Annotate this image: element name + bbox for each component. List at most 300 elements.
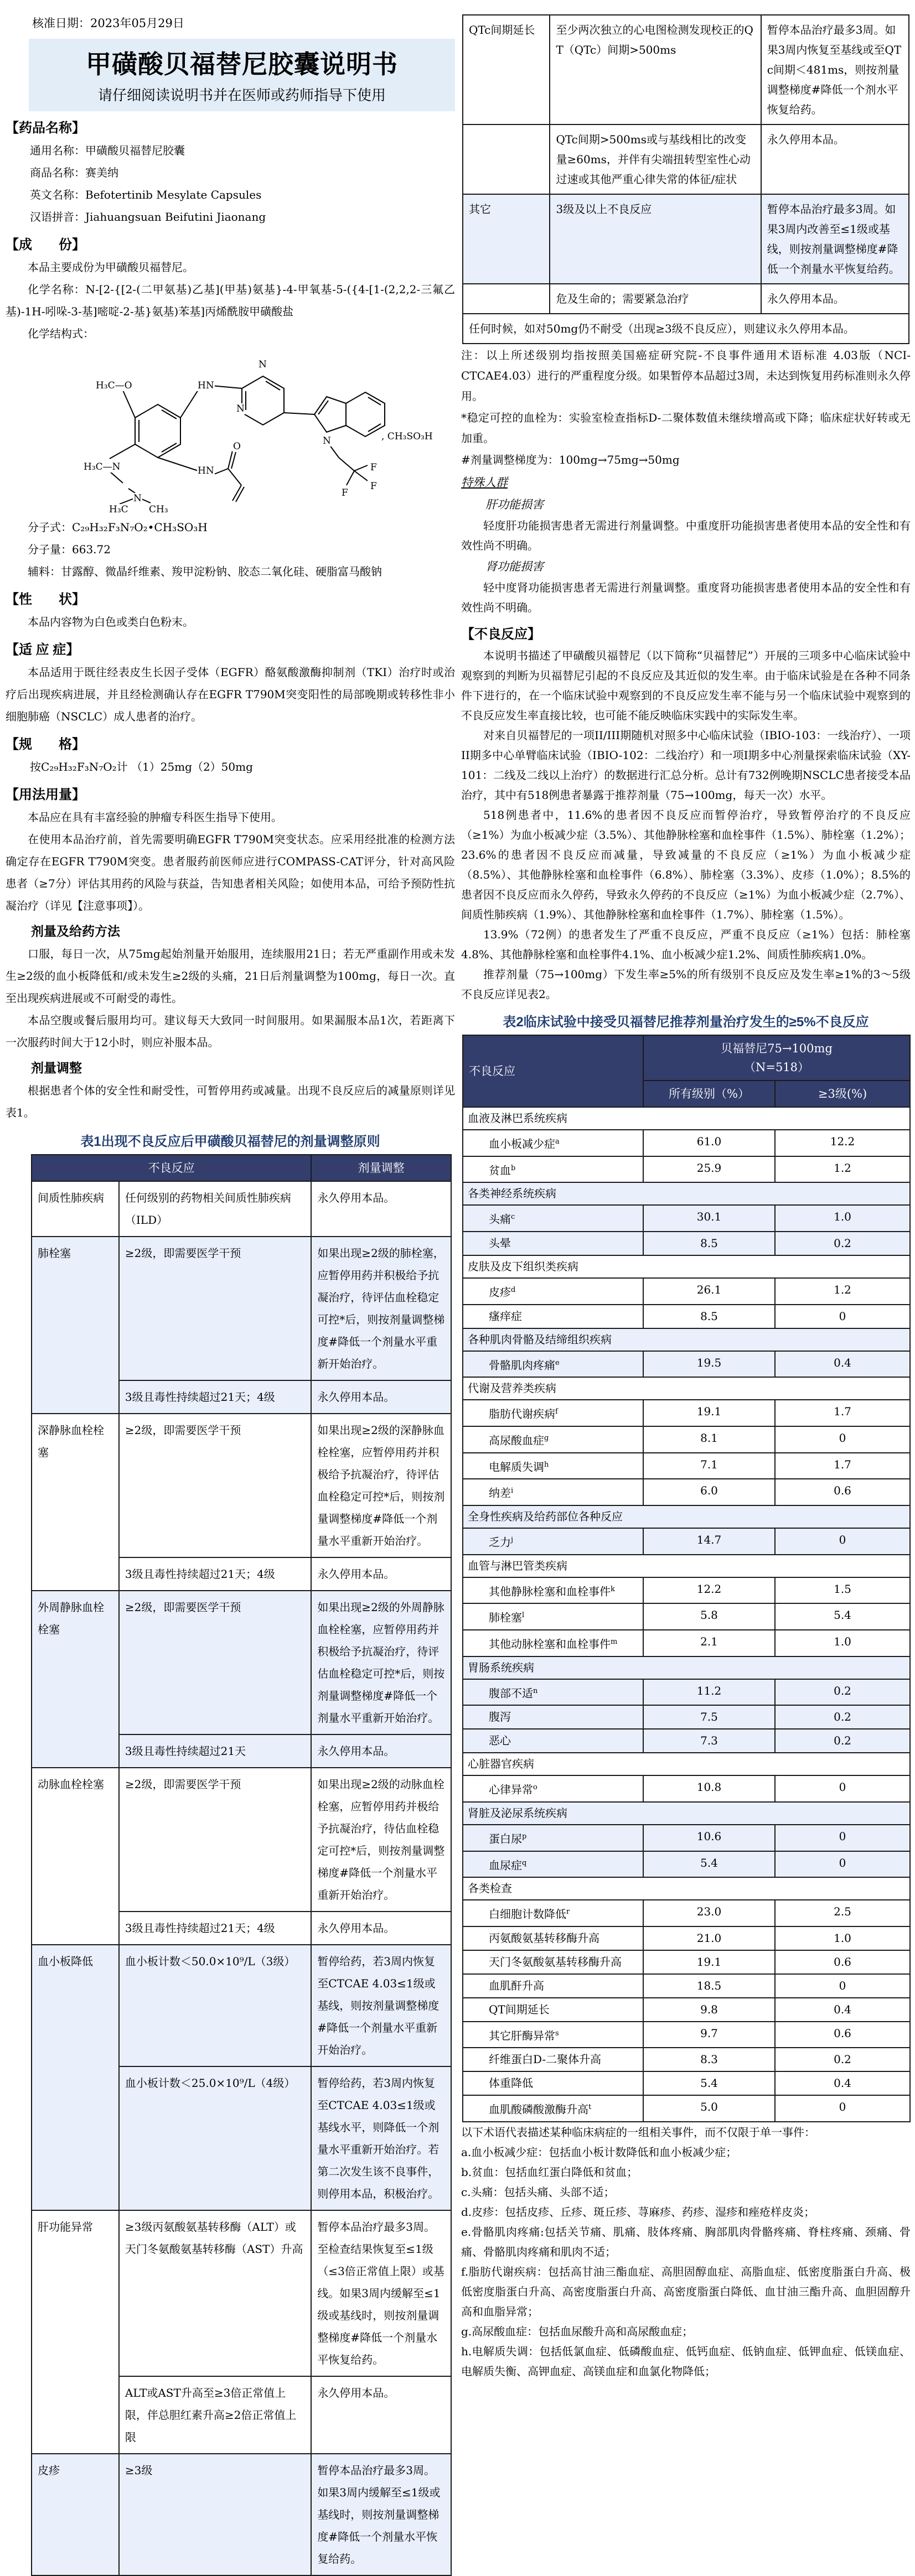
table2-data-row — [463, 1479, 910, 1505]
table2-data-row — [463, 1851, 910, 1878]
table1-adjustment-cell: 永久停用本品。 — [311, 1734, 451, 1768]
table2-all-grades-value: 5.4 — [643, 2071, 775, 2095]
table2-grade3-value: 1.7 — [775, 1400, 910, 1426]
table2-term-cell: 纳差$^i$ — [463, 1479, 643, 1505]
adverse-reaction-paragraph: 本说明书描述了甲磺酸贝福替尼（以下简称“贝福替尼”）开展的三项多中心临床试验中观察到的判断为贝福替尼引起的不良反应及其近似的发生率。由于临床试验是在各种不同条件下进行的，在一个临床试验中观察到的不良反应发生率不能与另一个临床试验中观察到的不良反应发生率直接比较，也可能不能反映临床实践中的实际发生率。 — [461, 649, 911, 722]
table1-condition-cell: 3级且毒性持续超过21天 — [119, 1734, 311, 1768]
table2-all-grades-value: 19.5 — [643, 1351, 775, 1378]
table1-condition-cell: ≥3级 — [119, 2454, 311, 2575]
table2-data-row — [463, 1825, 910, 1851]
table2-data-row — [463, 1528, 910, 1555]
table2-footnote: h.电解质失调：包括低氯血症、低磷酸血症、低钙血症、低钠血症、低钾血症、低镁血症、电解质失衡、高钾血症、高镁血症和血氯化物降低； — [461, 2345, 911, 2378]
table1-adverse-type-cell: 其它 — [463, 194, 550, 284]
table1-adverse-type-cell: 间质性肺疾病 — [32, 1181, 119, 1237]
section-header-adverse-reactions: 【不良反应】 — [461, 627, 541, 642]
usage-subheader-method: 剂量及给药方法 — [31, 924, 120, 938]
table2-all-grades-value: 7.1 — [643, 1453, 775, 1479]
table1-adjustment-cell: 永久停用本品。 — [311, 1380, 451, 1414]
table2-grade3-value: 0.6 — [775, 1950, 910, 1974]
approval-date: 核准日期：2023年05月29日 — [32, 17, 184, 30]
table1-adjustment-cell: 如果出现≥2级的深静脉血栓栓塞，应暂停用药并积极给予抗凝治疗，待评估血栓稳定可控*后，则按剂量调整梯度#降低一个剂量水平重新开始治疗。 — [311, 1414, 451, 1557]
footnote-marker: b — [511, 1164, 516, 1172]
table1-condition-cell: ≥2级，即需要医学干预 — [119, 1768, 311, 1912]
adverse-reaction-paragraph: 对来自贝福替尼的一项II/III期随机对照多中心临床试验（IBIO-103：一线治疗）、一项II期多中心单臂临床试验（IBIO-102：二线治疗）和一项I期多中心剂量探索临床试验（XY-101：二线及二线以上治疗）的数据进行汇总分析。总计有732例晚期NSCLC患者接受本品治疗，其中有518例患者暴露于推荐剂量（75→100mg，每天一次）水平。 — [461, 729, 911, 802]
table1-adverse-type-cell: 动脉血栓栓塞 — [32, 1768, 119, 1945]
table2-grade3-value: 5.4 — [775, 1603, 910, 1630]
table2-category-row — [463, 1555, 910, 1577]
table1-row — [32, 2454, 451, 2575]
table2-grade3-value: 0 — [775, 1305, 910, 1328]
chemical-structure-label: N — [259, 359, 267, 370]
table2-term-cell: 蛋白尿$^p$ — [463, 1825, 643, 1851]
table1-header-adjust: 剂量调整 — [311, 1155, 451, 1181]
table1-condition-cell: 任何级别的药物相关间质性肺疾病（ILD） — [119, 1181, 311, 1237]
table2-term-cell: 体重降低 — [463, 2071, 643, 2095]
table2-adverse-reactions — [462, 1035, 911, 2122]
table2-data-row — [463, 1630, 910, 1656]
table2-data-row — [463, 1577, 910, 1604]
table1-adverse-type-cell: 皮疹 — [32, 2454, 119, 2575]
table2-data-row — [463, 1305, 910, 1328]
table2-term-cell: 瘙痒症 — [463, 1305, 643, 1328]
chemical-structure-label: F — [370, 481, 377, 492]
table2-all-grades-value: 8.3 — [643, 2048, 775, 2071]
table2-grade3-value: 0.4 — [775, 1998, 910, 2022]
table1-adverse-type-cell: QTc间期延长 — [463, 15, 550, 124]
table1-condition-cell: 至少两次独立的心电图检测发现校正的QT（QTc）间期>500ms — [550, 15, 761, 124]
table2-all-grades-value: 8.5 — [643, 1232, 775, 1255]
special-population-paragraph: 轻度肝功能损害患者无需进行剂量调整。中重度肝功能损害患者使用本品的安全性和有效性尚不明确。 — [461, 519, 911, 552]
table1-adjustment-cell: 暂停本品治疗最多3周。至检查结果恢复至≤1级（≤3倍正常值上限）或基线。如果3周内缓解至≤1级或基线时，则按剂量调整梯度#降低一个剂量水平恢复给药。 — [311, 2210, 451, 2376]
table1-adjustment-cell: 暂停给药，若3周内恢复至CTCAE 4.03≤1级或基线，则按剂量调整梯度#降低一个剂量水平重新开始治疗。 — [311, 1945, 451, 2066]
table1-anytime-cell: 任何时候，如对50mg仍不耐受（出现≥3级不良反应），则建议永久停用本品。 — [463, 314, 909, 344]
table2-col-header: 不良反应 — [463, 1035, 643, 1107]
table2-term-cell: 腹部不适$^n$ — [463, 1679, 643, 1706]
section-header-drug-name: 【药品名称】 — [6, 121, 85, 136]
table2-data-row — [463, 1679, 910, 1706]
table2-grade3-value: 0.2 — [775, 1705, 910, 1729]
table2-group-header — [643, 1035, 910, 1081]
usage-p4: 本品空腹或餐后服用均可。建议每天大致同一时间服用。如果漏服本品1次，若距离下一次服药时间大于12小时，则应补服本品。 — [6, 1014, 455, 1049]
table2-data-row — [463, 1729, 910, 1753]
table2-grade3-value: 0.2 — [775, 2048, 910, 2071]
table1-dose-adjustment — [31, 1154, 452, 2576]
table2-grade3-value: 1.2 — [775, 1156, 910, 1183]
table2-grade3-value: 0.2 — [775, 1679, 910, 1706]
table1-adverse-type-cell: 血小板降低 — [32, 1945, 119, 2210]
footnote-marker: e — [555, 1358, 560, 1367]
chemical-structure-label: H₃C — [109, 504, 128, 515]
table2-category-cell: 心脏器官疾病 — [463, 1753, 910, 1775]
molecular-weight: 分子量：663.72 — [28, 543, 111, 556]
composition-structure-label: 化学结构式： — [28, 327, 94, 340]
table1-title: 表1出现不良反应后甲磺酸贝福替尼的剂量调整原则 — [80, 1134, 380, 1149]
table2-data-row — [463, 1130, 910, 1156]
table2-grade3-value: 1.7 — [775, 1453, 910, 1479]
table2-grade3-value: 0.6 — [775, 1479, 910, 1505]
table2-all-grades-value: 9.8 — [643, 1998, 775, 2022]
table2-data-row — [463, 2022, 910, 2048]
table1-adjustment-cell: 暂停本品治疗最多3周。如果3周内改善至≤1级或基线，则按剂量调整梯度#降低一个剂量水平恢复给药。 — [761, 194, 909, 284]
table2-grade3-value: 12.2 — [775, 1130, 910, 1156]
table2-category-row — [463, 1107, 910, 1130]
table2-category-cell: 各类检查 — [463, 1877, 910, 1900]
table2-all-grades-value: 19.1 — [643, 1950, 775, 1974]
table1-adverse-type-cell: 肺栓塞 — [32, 1237, 119, 1414]
drug-name-line: 商品名称：赛美纳 — [30, 166, 118, 179]
table1-condition-cell: ≥3级丙氨酸氨基转移酶（ALT）或天门冬氨酸氨基转移酶（AST）升高 — [119, 2210, 311, 2376]
table1-condition-cell: QTc间期>500ms或与基线相比的改变量≥60ms，并伴有尖端扭转型室性心动过速或其他严重心律失常的体征/症状 — [550, 124, 761, 194]
table2-all-grades-value: 7.3 — [643, 1729, 775, 1753]
table2-term-cell: 其它肝酶异常$^s$ — [463, 2022, 643, 2048]
footnote-marker: h — [544, 1460, 549, 1469]
table2-term-cell: 血肌酐升高 — [463, 1974, 643, 1998]
table2-data-row — [463, 1900, 910, 1926]
table1-adjustment-cell: 永久停用本品。 — [761, 284, 909, 314]
adverse-reaction-paragraph: 13.9%（72例）的患者发生了严重不良反应，严重不良反应（≥1%）包括：肺栓塞4.8%、其他静脉栓塞和血栓事件4.1%、血小板减少症1.2%、间质性肺疾病1.0%。 — [461, 928, 911, 961]
table1-adjustment-cell: 永久停用本品。 — [311, 1557, 451, 1591]
chemical-structure-label: N — [133, 493, 142, 504]
table2-footnote: g.高尿酸血症：包括血尿酸升高和高尿酸血症； — [461, 2325, 694, 2339]
table2-term-cell: 贫血$^b$ — [463, 1156, 643, 1183]
table1-adverse-type-cell: 肝功能异常 — [32, 2210, 119, 2454]
table2-grade3-value: 0.4 — [775, 1351, 910, 1378]
table1-row — [32, 1414, 451, 1557]
table2-data-row — [463, 1950, 910, 1974]
table2-footnote: f.脂肪代谢疾病：包括高甘油三酯血症、高胆固醇血症、高脂血症、低密度脂蛋白升高、极低密度脂蛋白升高、高密度脂蛋白升高、高密度脂蛋白降低、血甘油三酯升高、血胆固醇升高和血脂异常； — [461, 2265, 911, 2319]
drug-name-list — [6, 139, 455, 228]
table2-data-row — [463, 1775, 910, 1802]
table2-term-cell: 乏力$^j$ — [463, 1528, 643, 1555]
table1-condition-cell: ALT或AST升高至≥3倍正常值上限，伴总胆红素升高≥2倍正常值上限 — [119, 2376, 311, 2454]
table2-term-cell: 血尿症$^q$ — [463, 1851, 643, 1878]
table2-category-cell: 代谢及营养类疾病 — [463, 1377, 910, 1400]
table1-row — [463, 194, 909, 284]
table1-anytime-row — [463, 314, 909, 344]
table2-all-grades-value: 61.0 — [643, 1130, 775, 1156]
table1-condition-cell: 3级且毒性持续超过21天；4级 — [119, 1557, 311, 1591]
table2-footnote: a.血小板减少症：包括血小板计数降低和血小板减少症； — [461, 2146, 737, 2159]
table2-data-row — [463, 1974, 910, 1998]
table2-data-row — [463, 1278, 910, 1305]
table2-all-grades-value: 12.2 — [643, 1577, 775, 1604]
table2-all-grades-value: 23.0 — [643, 1900, 775, 1926]
character-body: 本品内容物为白色或类白色粉末。 — [28, 615, 194, 629]
footnote-marker: s — [555, 2029, 559, 2038]
table1-notes — [461, 345, 911, 470]
table1-header-adverse: 不良反应 — [32, 1155, 311, 1181]
table1-header-row — [32, 1155, 451, 1181]
table2-term-cell: 天门冬氨酸氨基转移酶升高 — [463, 1950, 643, 1974]
table1-condition-cell: ≥2级，即需要医学干预 — [119, 1414, 311, 1557]
table2-term-cell: 骨骼肌肉疼痛$^e$ — [463, 1351, 643, 1378]
table1-row — [32, 1237, 451, 1380]
spec-body: 按C₂₉H₃₂F₃N₇O₂计 （1）25mg（2）50mg — [30, 760, 253, 773]
table2-grade3-value: 0 — [775, 1825, 910, 1851]
table2-footnote: d.皮疹：包括皮疹、丘疹、斑丘疹、荨麻疹、药疹、湿疹和痤疮样皮炎； — [461, 2205, 815, 2219]
table2-all-grades-value: 26.1 — [643, 1278, 775, 1305]
adverse-reaction-paragraph: 518例患者中，11.6%的患者因不良反应而暂停治疗，导致暂停治疗的不良反应（≥1%）为血小板减少症（3.5%）、其他静脉栓塞和血栓事件（1.5%）、肺栓塞（1.2%）；23.6%的患者因不良反应而减量，导致减量的不良反应（≥1%）为血小板减少症（8.5%）、其他静脉栓塞和血栓事件（6.8%）、肺栓塞（3.3%）、皮疹（1.0%）；8.5%的患者因不良反应而永久停药，导致永久停药的不良反应（≥1%）为血小板减少症（2.7%）、间质性肺疾病（1.9%）、其他静脉栓塞和血栓事件（1.7%）、肺栓塞（1.5%）。 — [461, 808, 911, 921]
table2-data-row — [463, 2095, 910, 2122]
table2-all-grades-value: 18.5 — [643, 1974, 775, 1998]
table2-grade3-value: 1.2 — [775, 1278, 910, 1305]
table2-all-grades-value: 21.0 — [643, 1926, 775, 1950]
chemical-structure-label: N — [236, 403, 245, 414]
table2-data-row — [463, 1156, 910, 1183]
table2-data-row — [463, 1232, 910, 1255]
usage-subheader-adjust: 剂量调整 — [31, 1061, 82, 1075]
section-header-usage: 【用法用量】 — [6, 787, 85, 802]
table2-footnote: e.骨骼肌肉疼痛:包括关节痛、肌痛、肢体疼痛、胸部肌肉骨骼疼痛、脊柱疼痛、颈痛、骨痛、骨骼肌肉疼痛和肌肉不适； — [461, 2225, 911, 2259]
table1-condition-cell: 危及生命的；需要紧急治疗 — [550, 284, 761, 314]
footnote-marker: m — [611, 1637, 618, 1646]
table2-term-cell: 血肌酸磷酸激酶升高$^t$ — [463, 2095, 643, 2122]
table2-grade3-value: 0.6 — [775, 2022, 910, 2048]
table2-grade3-value: 0.2 — [775, 1232, 910, 1255]
table2-footnotes — [461, 2122, 911, 2381]
footnote-marker: f — [555, 1408, 558, 1416]
excipients: 辅料：甘露醇、微晶纤维素、羧甲淀粉钠、胶态二氧化硅、硬脂富马酸钠 — [28, 565, 382, 578]
table1-condition-cell: 3级且毒性持续超过21天；4级 — [119, 1380, 311, 1414]
table1-adjustment-cell: 永久停用本品。 — [761, 124, 909, 194]
table2-header-row1 — [463, 1035, 910, 1081]
table2-grade3-value: 0 — [775, 1775, 910, 1802]
table2-term-cell: 心律异常$^o$ — [463, 1775, 643, 1802]
table2-category-cell: 皮肤及皮下组织类疾病 — [463, 1255, 910, 1278]
table1-adverse-type-cell — [463, 124, 550, 194]
footnote-marker: k — [611, 1585, 615, 1593]
table2-all-grades-value: 11.2 — [643, 1679, 775, 1706]
table2-group-header-line1: 贝福替尼75→100mg — [721, 1042, 833, 1055]
table2-term-cell: 高尿酸血症$^g$ — [463, 1426, 643, 1453]
table2-data-row — [463, 1351, 910, 1378]
table2-grade3-value: 0 — [775, 1974, 910, 1998]
table2-term-cell: QT间期延长 — [463, 1998, 643, 2022]
special-population-header: 特殊人群 — [461, 476, 508, 489]
drug-name-line: 英文名称：Befotertinib Mesylate Capsules — [30, 188, 262, 201]
special-population-paragraph: 轻中度肾功能损害患者无需进行剂量调整。重度肾功能损害患者使用本品的安全性和有效性尚不明确。 — [461, 581, 911, 614]
table1-row — [32, 1591, 451, 1734]
table2-grade3-value: 0 — [775, 2095, 910, 2122]
table1-adjustment-cell: 暂停本品治疗最多3周。如果3周内缓解至≤1级或基线时，则按剂量调整梯度#降低一个剂量水平恢复给药。 — [311, 2454, 451, 2575]
table2-grade3-value: 0 — [775, 1426, 910, 1453]
table2-term-cell: 脂肪代谢疾病$^f$ — [463, 1400, 643, 1426]
right-column — [461, 0, 911, 2381]
chemical-structure-label: HN — [198, 465, 214, 476]
table2-data-row — [463, 1705, 910, 1729]
table2-data-row — [463, 2071, 910, 2095]
table2-category-row — [463, 1377, 910, 1400]
footnote-marker: d — [511, 1285, 516, 1294]
table1-row — [463, 124, 909, 194]
table1-condition-cell: 3级且毒性持续超过21天；4级 — [119, 1912, 311, 1945]
table2-grade3-value: 0.2 — [775, 1729, 910, 1753]
table2-category-row — [463, 1182, 910, 1205]
table2-category-cell: 胃肠系统疾病 — [463, 1656, 910, 1679]
table2-grade3-value: 0 — [775, 1528, 910, 1555]
table2-term-cell: 腹泻 — [463, 1705, 643, 1729]
table1-adverse-type-cell — [463, 284, 550, 314]
table2-all-grades-value: 9.7 — [643, 2022, 775, 2048]
table1-adverse-type-cell: 外周静脉血栓栓塞 — [32, 1591, 119, 1768]
table2-all-grades-value: 5.0 — [643, 2095, 775, 2122]
table2-category-row — [463, 1505, 910, 1528]
title-band — [29, 39, 455, 111]
footnote-marker: l — [522, 1611, 525, 1620]
table2-all-grades-value: 5.4 — [643, 1851, 775, 1878]
table2-grade3-value: 2.5 — [775, 1900, 910, 1926]
table2-all-grades-value: 6.0 — [643, 1479, 775, 1505]
table2-data-row — [463, 2048, 910, 2071]
table2-term-cell: 纤维蛋白D-二聚体升高 — [463, 2048, 643, 2071]
footnote-marker: t — [588, 2103, 592, 2112]
table2-term-cell: 白细胞计数降低$^r$ — [463, 1900, 643, 1926]
table2-term-cell: 头痛$^c$ — [463, 1205, 643, 1232]
table2-term-cell: 电解质失调$^h$ — [463, 1453, 643, 1479]
table2-all-grades-value: 25.9 — [643, 1156, 775, 1183]
table1-condition-cell: ≥2级，即需要医学干预 — [119, 1591, 311, 1734]
table1-row — [32, 1181, 451, 1237]
footnote-marker: g — [544, 1434, 549, 1442]
table1-adjustment-cell: 如果出现≥2级的肺栓塞，应暂停用药并积极给予抗凝治疗，待评估血栓稳定可控*后，则按剂量调整梯度#降低一个剂量水平重新开始治疗。 — [311, 1237, 451, 1380]
footnote-marker: q — [522, 1858, 527, 1867]
table1-adverse-type-cell: 深静脉血栓栓塞 — [32, 1414, 119, 1591]
table1-note: 注：以上所述级别均指按照美国癌症研究院-不良事件通用术语标准 4.03版（NCI-CTCAE4.03）进行的严重程度分级。如果暂停本品超过3周，未达到恢复用药标准则永久停用。 — [461, 349, 911, 403]
table2-grade3-value: 0 — [775, 1851, 910, 1878]
table2-data-row — [463, 1400, 910, 1426]
table2-grade3-value: 1.0 — [775, 1205, 910, 1232]
table2-category-cell: 各类神经系统疾病 — [463, 1182, 910, 1205]
chemical-structure-label: F — [342, 487, 348, 498]
molecular-formula: 分子式：C₂₉H₃₂F₃N₇O₂•CH₃SO₃H — [28, 521, 208, 534]
table2-category-cell: 全身性疾病及给药部位各种反应 — [463, 1505, 910, 1528]
table2-term-cell: 肺栓塞$^l$ — [463, 1603, 643, 1630]
table2-category-cell: 血液及淋巴系统疾病 — [463, 1107, 910, 1130]
table1-adjustment-cell: 永久停用本品。 — [311, 1912, 451, 1945]
table2-term-cell: 头晕 — [463, 1232, 643, 1255]
usage-p1: 本品应在具有丰富经验的肿瘤专科医生指导下使用。 — [28, 811, 282, 824]
composition-main: 本品主要成份为甲磺酸贝福替尼。 — [28, 261, 194, 274]
table2-grade3-value: 1.0 — [775, 1926, 910, 1950]
table2-grade3-value: 0.4 — [775, 2071, 910, 2095]
composition-chem-name: 化学名称：N-[2-{[2-(二甲氨基)乙基](甲基)氨基}-4-甲氧基-5-({4-[1-(2,2,2-三氟乙基)-1H-吲哚-3-基]嘧啶-2-基}氨基)苯基]丙烯酰胺甲磺酸盐 — [6, 283, 455, 318]
table2-all-grades-value: 10.6 — [643, 1825, 775, 1851]
table2-data-row — [463, 1926, 910, 1950]
indication-body: 本品适用于既往经表皮生长因子受体（EGFR）酪氨酸激酶抑制剂（TKI）治疗时或治疗后出现疾病进展，并且经检测确认存在EGFR T790M突变阳性的局部晚期或转移性非小细胞肺癌（NSCLC）成人患者的治疗。 — [6, 666, 455, 723]
table1-adjustment-cell: 如果出现≥2级的外周静脉血栓栓塞，应暂停用药并积极给予抗凝治疗，待评估血栓稳定可控*后，则按剂量调整梯度#降低一个剂量水平重新开始治疗。 — [311, 1591, 451, 1734]
table2-all-grades-value: 30.1 — [643, 1205, 775, 1232]
table2-all-grades-value: 8.1 — [643, 1426, 775, 1453]
footnote-marker: r — [566, 1908, 570, 1917]
footnote-marker: o — [533, 1783, 537, 1792]
chemical-structure-image — [66, 348, 433, 515]
table2-subheader-grade3: ≥3级(%) — [775, 1081, 910, 1107]
table2-term-cell: 丙氨酸氨基转移酶升高 — [463, 1926, 643, 1950]
chemical-structure-label: , CH₃SO₃H — [381, 431, 433, 442]
usage-p5: 根据患者个体的安全性和耐受性，可暂停用药或减量。出现不良反应后的减量原则详见表1。 — [6, 1084, 455, 1119]
special-population-subheader: 肾功能损害 — [485, 560, 544, 573]
footnote-marker: a — [555, 1138, 560, 1146]
table1-row — [463, 284, 909, 314]
table2-grade3-value: 1.0 — [775, 1630, 910, 1656]
table2-category-cell: 肾脏及泌尿系统疾病 — [463, 1802, 910, 1825]
table2-subheader-all-grades: 所有级别（%） — [643, 1081, 775, 1107]
usage-p2: 在使用本品治疗前，首先需要明确EGFR T790M突变状态。应采用经批准的检测方法确定存在EGFR T790M突变。患者服药前医师应进行COMPASS-CAT评分，针对高风险患者（≥7分）评估其用药的风险与获益，告知患者相关风险；如使用本品，可给予预防性抗凝治疗（详见【注意事项】）。 — [6, 833, 455, 912]
usage-p3: 口服，每日一次，从75mg起始剂量开始服用，连续服用21日；若无严重副作用或未发生≥2级的血小板降低和/或未发生≥2级的头痛，21日后剂量调整为100mg，每日一次。直至出现疾病进展或不可耐受的毒性。 — [6, 947, 455, 1005]
table2-footnote: c.头痛：包括头痛、头部不适； — [461, 2185, 615, 2199]
table2-term-cell: 其他动脉栓塞和血栓事件$^m$ — [463, 1630, 643, 1656]
table1-condition-cell: ≥2级，即需要医学干预 — [119, 1237, 311, 1380]
table2-data-row — [463, 1603, 910, 1630]
table2-category-row — [463, 1753, 910, 1775]
chemical-structure-label: HN — [198, 380, 214, 391]
table2-all-grades-value: 8.5 — [643, 1305, 775, 1328]
footnote-marker: i — [511, 1487, 514, 1495]
section-header-indication: 【适 应 症】 — [6, 642, 80, 657]
table1-row — [32, 1945, 451, 2066]
drug-name-line: 通用名称：甲磺酸贝福替尼胶囊 — [30, 144, 185, 157]
table2-data-row — [463, 1998, 910, 2022]
table2-term-cell: 恶心 — [463, 1729, 643, 1753]
table1-row — [32, 2210, 451, 2376]
table1-row — [32, 1768, 451, 1912]
chemical-structure-label: O — [233, 441, 241, 452]
table2-category-row — [463, 1877, 910, 1900]
table2-term-cell: 皮疹$^d$ — [463, 1278, 643, 1305]
table2-category-cell: 血管与淋巴管类疾病 — [463, 1555, 910, 1577]
table2-category-row — [463, 1255, 910, 1278]
table1-note: #剂量调整梯度为：100mg→75mg→50mg — [461, 453, 680, 466]
footnote-marker: n — [533, 1686, 538, 1695]
table2-title: 表2临床试验中接受贝福替尼推荐剂量治疗发生的≥5%不良反应 — [503, 1015, 869, 1030]
table1-adjustment-cell: 如果出现≥2级的动脉血栓栓塞，应暂停用药并极给予抗凝治疗，待估血栓稳定可控*后，则按剂量调整梯度#降低一个剂量水平重新开始治疗。 — [311, 1768, 451, 1912]
table2-category-row — [463, 1802, 910, 1825]
table2-category-row — [463, 1328, 910, 1351]
table1-condition-cell: 血小板计数＜25.0×10⁹/L（4级） — [119, 2066, 311, 2210]
table1-adjustment-cell: 永久停用本品。 — [311, 1181, 451, 1237]
table2-data-row — [463, 1426, 910, 1453]
footnote-intro: 以下术语代表描述某种临床病症的一组相关事件，而不仅限于单一事件： — [461, 2126, 815, 2139]
table2-grade3-value: 1.5 — [775, 1577, 910, 1604]
table2-category-cell: 各种肌肉骨骼及结缔组织疾病 — [463, 1328, 910, 1351]
table1-condition-cell: 血小板计数＜50.0×10⁹/L（3级） — [119, 1945, 311, 2066]
table2-data-row — [463, 1453, 910, 1479]
table1-note: *稳定可控的血栓为：实验室检查指标D-二聚体数值未继续增高或下降；临床症状好转或无加重。 — [461, 411, 911, 445]
section-header-character: 【性 状】 — [6, 592, 85, 607]
section-header-composition: 【成 份】 — [6, 237, 85, 252]
drug-name-line: 汉语拼音：Jiahuangsuan Beifutini Jiaonang — [30, 210, 266, 224]
table2-group-header-line2: （N=518） — [743, 1061, 810, 1074]
left-column — [6, 0, 455, 2576]
chemical-structure-label: H₃C—N — [84, 461, 121, 472]
section-header-spec: 【规 格】 — [6, 737, 85, 752]
table2-term-cell: 其他静脉栓塞和血栓事件$^k$ — [463, 1577, 643, 1604]
table2-term-cell: 血小板减少症$^a$ — [463, 1130, 643, 1156]
chemical-structure-label: H₃C—O — [96, 380, 132, 391]
table1-adjustment-cell: 暂停给药，若3周内恢复至CTCAE 4.03≤1级或基线水平，则降低一个剂量水平重新开始治疗。若第二次发生该不良事件，则停用本品，积极治疗。 — [311, 2066, 451, 2210]
footnote-marker: p — [522, 1832, 527, 1841]
table2-data-row — [463, 1205, 910, 1232]
table1-row — [463, 15, 909, 124]
page-title: 甲磺酸贝福替尼胶囊说明书 — [86, 50, 398, 79]
table2-category-row — [463, 1656, 910, 1679]
chemical-structure-drawing — [66, 348, 421, 514]
page-subtitle: 请仔细阅读说明书并在医师或药师指导下使用 — [97, 87, 386, 104]
table1-condition-cell: 3级及以上不良反应 — [550, 194, 761, 284]
table1-adjustment-cell: 暂停本品治疗最多3周。如果3周内恢复至基线或至QTc间期＜481ms，则按剂量调整梯度#降低一个剂水平恢复给药。 — [761, 15, 909, 124]
table1-adjustment-cell: 永久停用本品。 — [311, 2376, 451, 2454]
table2-footnote: b.贫血：包括血红蛋白降低和贫血； — [461, 2165, 638, 2179]
